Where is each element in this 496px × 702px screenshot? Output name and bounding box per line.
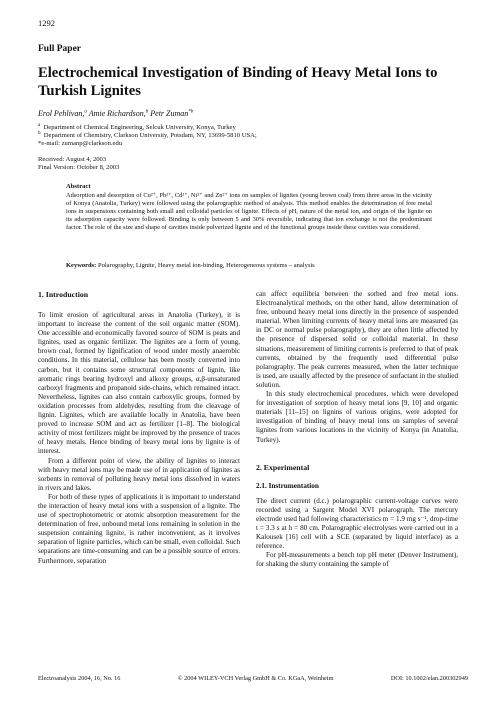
instrumentation-paragraph-1: The direct current (d.c.) polarographic current-voltage curves were recorded using a Sargent Model XVI polarograph. The mercury electrode used had following characteristics m = 1.9 mg s⁻¹, drop-time t = 3.3 s at h = 80 cm. Polarographic electrolyses were carried out in a Kalousek [16] cell with a SCE (separated by liquid interface) as a reference. xyxy=(256,496,458,551)
received-date: Received: August 4, 2003 xyxy=(38,156,107,163)
keywords-text: Polarography, Lignite, Heavy metal ion-binding, Heterogeneous systems – analysis xyxy=(96,262,315,269)
experimental-heading: 2. Experimental xyxy=(256,462,310,472)
abstract-text: Adsorption and desorption of Cu²⁺, Pb²⁺, Cd²⁺, Ni²⁺ and Zn²⁺ ions on samples of lignites (young brown coal) from three areas in the vicinity of Konya (Anatolia, Turkey) were followed using the polarographic method of analysis. This method enables the determination of free metal ions in suspensions containing both small and colloidal particles of lignite. Effects of pH, nature of the metal ion, and origin of the lignite on its adsorption capacity were followed. Binding is only between 5 and 30% reversible, indicating that ion exchange is not the predominant factor. The role of the size and shape of cavities inside pulverized lignite and of the functional groups inside these cavities was considered. xyxy=(66,192,432,231)
affiliation-a-text: Department of Chemical Engineering, Selcuk University, Konya, Turkey xyxy=(43,124,236,131)
author-2-affil-mark: b xyxy=(145,109,149,115)
paper-title: Electrochemical Investigation of Binding of Heavy Metal Ions to Turkish Lignites xyxy=(38,65,438,99)
page-number: 1292 xyxy=(38,18,55,28)
footer-doi[interactable]: DOI: 10.1002/elan.200302949 xyxy=(390,675,468,682)
final-version-date: Final Version: October 8, 2003 xyxy=(38,164,120,172)
instrumentation-paragraph-2: For pH-measurements a bench top pH meter (Denver Instrument), for shaking the slurry containing the sample of xyxy=(256,551,458,569)
left-column xyxy=(38,290,240,566)
right-column xyxy=(256,290,458,569)
intro-paragraph-3: For both of these types of applications it is important to understand the interaction of heavy metal ions with a suspension of a lignite. The use of spectrophotometric or atomic absorption measurement for the determination of free, unbound metal ions remaining in solution in the suspension containing lignite, is rather inconvenient, as it involves separation of lignite particles, which can be small, even colloidal. Such separations are time-consuming and can be a possible source of errors. Furthermore, separation xyxy=(38,492,240,565)
intro-paragraph-1: To limit erosion of agricultural areas in Anatolia (Turkey), it is important to increase the content of the soil organic matter (SOM). One accessible and economically favored source of SOM is peats and lignites, used as organic fertilizer. The lignites are a form of young, brown coal, formed by lignification of wood under mostly anaerobic conditions. In this material, cellulose has been mostly converted into carbon, but it contains some structural components of lignin, like aromatic rings bearing hydroxyl and alkoxy groups, α,β-unsaturated carboxyl fragments and propanoid side-chains, which remained intact. Nevertheless, lignites can also contain carboxylic groups, formed by oxidation processes from aldehydes, resulting from the cleavage of lignin. Lignites, which are available locally in Anatolia, have been proved to increase SOM and act as fertilizer [1–8]. The biological activity of most fertilizers might be improved by the presence of traces of heavy metals. Hence binding of heavy metal ions by lignite is of interest. xyxy=(38,311,240,456)
intro-paragraph-5: In this study electrochemical procedures, which were developed for investigation of sorption of heavy metal ions [9, 10] and organic materials [11–15] on lignins of various origins, were adopted for investigation of binding of heavy metal ions on samples of several lignites from various locations in the vicinity of Konya (in Anatolia, Turkey). xyxy=(256,390,458,444)
instrumentation-subheading: 2.1. Instrumentation xyxy=(256,481,319,490)
affiliation-b-text: Department of Chemistry, Clarkson University, Potsdam, NY, 13699-5810 USA; xyxy=(43,132,257,139)
affiliation-a-mark: a xyxy=(38,122,41,128)
author-1: Erol Pehlivan, xyxy=(38,109,85,118)
footer-journal: Electroanalysis 2004, 16, No. 16 xyxy=(38,675,121,682)
section-type: Full Paper xyxy=(38,44,82,54)
author-3-affil-mark: *b xyxy=(188,109,194,115)
author-2: Amie Richardson, xyxy=(86,109,146,118)
abstract-heading: Abstract xyxy=(66,183,91,190)
intro-paragraph-4: can affect equilibria between the sorbed and free metal ions. Electroanalytical methods, on the other hand, allow determination of free, unbound heavy metal ions directly in the presence of suspended material. When limiting currents of heavy metal ions are measured (as in DC or normal pulse polarography), they are often little affected by the presence of dispersed solid or colloidal material. In these situations, measurement of limiting currents is preferred to that of peak currents, obtained by the frequently used differential pulse polarography. The peak currents measured, when the latter technique is used, are usually affected by the presence of surfactant in the studied solution. xyxy=(256,290,458,389)
footer-copyright: © 2004 WILEY-VCH Verlag GmbH & Co. KGaA, Weinheim xyxy=(177,675,334,682)
affiliation-b xyxy=(38,132,257,140)
keywords xyxy=(66,262,432,270)
affiliation-b-mark: b xyxy=(38,130,41,136)
author-list xyxy=(38,109,193,118)
contact-email[interactable]: *e-mail: zumanp@clarkson.edu xyxy=(38,140,123,147)
abstract xyxy=(66,183,432,232)
intro-paragraph-2: From a different point of view, the ability of lignites to interact with heavy metal ions may be made use of in application of lignites as sorbents in removal of polluting heavy metal ions dissolved in waters in rivers and lakes. xyxy=(38,456,240,492)
author-1-affil-mark: a xyxy=(84,109,87,115)
affiliation-a xyxy=(38,124,236,132)
keywords-label: Keywords: xyxy=(66,262,97,269)
page-footer xyxy=(38,675,468,682)
author-3: Petr Zuman xyxy=(148,109,189,118)
introduction-heading: 1. Introduction xyxy=(38,290,89,299)
received-dates xyxy=(38,156,119,173)
